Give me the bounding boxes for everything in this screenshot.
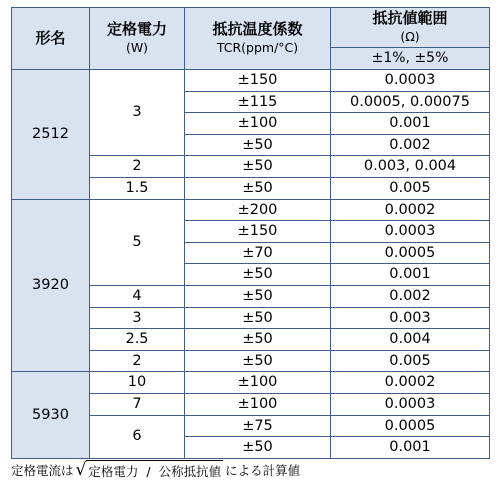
tcr-cell: ±100 <box>185 113 331 135</box>
rated-power-cell: 6 <box>90 415 185 458</box>
radical-sign-icon: √ <box>75 459 87 480</box>
rated-power-cell: 10 <box>90 372 185 394</box>
resistance-cell: 0.005 <box>331 350 490 372</box>
tcr-cell: ±50 <box>185 350 331 372</box>
rated-power-cell: 2 <box>90 350 185 372</box>
tcr-cell: ±50 <box>185 437 331 459</box>
rated-power-cell: 2.5 <box>90 329 185 351</box>
resistance-cell: 0.001 <box>331 113 490 135</box>
rated-power-cell: 5 <box>90 199 185 285</box>
rated-power-cell: 3 <box>90 70 185 156</box>
sqrt-formula <box>76 460 224 480</box>
tcr-cell: ±50 <box>185 285 331 307</box>
rated-power-cell: 7 <box>90 393 185 415</box>
resistance-cell: 0.0005, 0.00075 <box>331 91 490 113</box>
resistance-cell: 0.001 <box>331 264 490 286</box>
tcr-cell: ±150 <box>185 70 331 92</box>
tcr-cell: ±100 <box>185 393 331 415</box>
rated-power-cell: 2 <box>90 156 185 178</box>
resistance-cell: 0.0003 <box>331 221 490 243</box>
footnote-suffix: による計算値 <box>225 463 301 478</box>
tcr-cell: ±50 <box>185 329 331 351</box>
formula-rated-power: 定格電力 <box>88 464 139 479</box>
formula-slash: / <box>146 464 151 479</box>
resistance-cell: 0.0003 <box>331 393 490 415</box>
tcr-cell: ±150 <box>185 221 331 243</box>
tcr-cell: ±200 <box>185 199 331 221</box>
tcr-cell: ±50 <box>185 177 331 199</box>
table-header <box>12 8 490 70</box>
model-cell: 2512 <box>12 70 90 200</box>
resistance-cell: 0.0005 <box>331 242 490 264</box>
tcr-cell: ±100 <box>185 372 331 394</box>
header-rated-power: 定格電力 (W) <box>90 8 185 70</box>
table-body <box>12 70 490 459</box>
resistance-cell: 0.0002 <box>331 372 490 394</box>
footnote <box>11 460 300 480</box>
formula-radicand <box>86 460 223 480</box>
formula-resistance: 公称抵抗値 <box>158 464 222 479</box>
spec-table <box>11 7 490 459</box>
tcr-cell: ±50 <box>185 156 331 178</box>
tcr-cell: ±115 <box>185 91 331 113</box>
rated-power-cell: 4 <box>90 285 185 307</box>
resistance-cell: 0.003 <box>331 307 490 329</box>
rated-power-cell: 1.5 <box>90 177 185 199</box>
resistance-cell: 0.0002 <box>331 199 490 221</box>
header-resistance: 抵抗値範囲 (Ω) <box>331 8 490 48</box>
resistance-cell: 0.005 <box>331 177 490 199</box>
header-tolerance: ±1%, ±5% <box>331 48 490 70</box>
model-cell: 5930 <box>12 372 90 458</box>
resistance-cell: 0.0005 <box>331 415 490 437</box>
tcr-cell: ±70 <box>185 242 331 264</box>
table-row <box>12 372 490 394</box>
resistance-cell: 0.001 <box>331 437 490 459</box>
rated-power-cell: 3 <box>90 307 185 329</box>
resistance-cell: 0.004 <box>331 329 490 351</box>
tcr-cell: ±50 <box>185 134 331 156</box>
resistance-cell: 0.002 <box>331 285 490 307</box>
table-row <box>12 199 490 221</box>
resistance-cell: 0.0003 <box>331 70 490 92</box>
header-tcr: 抵抗温度係数 TCR(ppm/°C) <box>185 8 331 70</box>
resistance-cell: 0.002 <box>331 134 490 156</box>
footnote-prefix: 定格電流は <box>11 463 74 478</box>
tcr-cell: ±50 <box>185 307 331 329</box>
tcr-cell: ±50 <box>185 264 331 286</box>
resistance-cell: 0.003, 0.004 <box>331 156 490 178</box>
table-row <box>12 70 490 92</box>
model-cell: 3920 <box>12 199 90 372</box>
tcr-cell: ±75 <box>185 415 331 437</box>
header-model: 形名 <box>12 8 90 70</box>
